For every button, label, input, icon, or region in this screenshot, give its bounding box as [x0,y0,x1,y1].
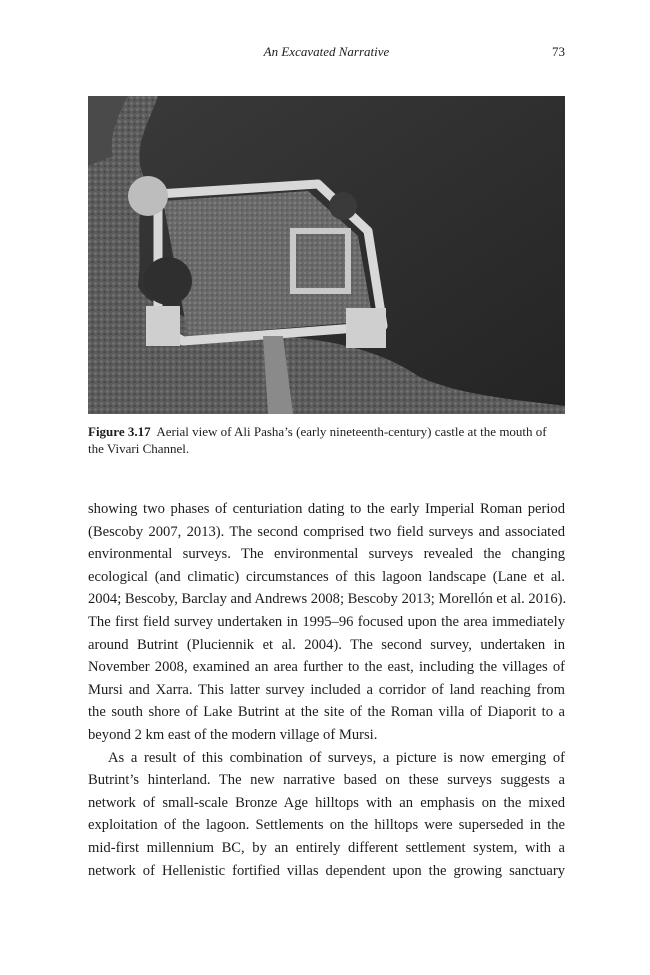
text-line: the south shore of Lake Butrint at the site of the Roman villa of Diaporit to a [88,704,565,721]
running-head [88,44,565,64]
text-line: 2004; Bescoby, Barclay and Andrews 2008; Bescoby 2013; Morellón et al. 2016). [88,591,567,608]
text-line: November 2008, examined an area further to the east, including the villages of [88,659,565,676]
figure-caption-text: Aerial view of Ali Pasha’s (early nineteenth-century) castle at the mouth of the Vivari Channel. [88,424,547,456]
paragraph-2 [88,747,565,883]
page-number: 73 [552,44,565,59]
text-line: showing two phases of centuriation dating to the early Imperial Roman period [88,501,565,517]
text-line: The first field survey undertaken in 1995–96 focused upon the area immediately [88,613,565,630]
aerial-castle-photo [88,96,565,414]
paragraph-1 [88,498,565,747]
text-line: exploitation of the lagoon. Settlements on the hilltops were superseded in the [88,817,565,834]
figure-caption [88,423,565,457]
text-line: network of Hellenistic fortified villas dependent upon the growing sanctuary [88,862,565,879]
text-line: ecological (and climatic) circumstances of this lagoon landscape (Lane et al. [88,568,565,585]
body-text [88,498,565,882]
text-line: Mursi and Xarra. This latter survey included a corridor of land reaching from [88,681,565,698]
running-title: An Excavated Narrative [263,44,390,59]
text-line: (Bescoby 2007, 2013). The second comprised two field surveys and associated [88,523,565,540]
text-line: environmental surveys. The environmental surveys revealed the changing [88,546,565,563]
figure-label: Figure 3.17 [88,424,151,439]
text-line: Butrint’s hinterland. The new narrative based on these surveys suggests a [88,772,565,789]
text-line: beyond 2 km east of the modern village of Mursi. [88,726,378,743]
text-line: As a result of this combination of surveys, a picture is now emerging of [108,749,565,766]
text-line: network of small-scale Bronze Age hilltops with an emphasis on the mixed [88,794,565,811]
text-line: mid-first millennium BC, by an entirely different settlement system, with a [88,839,565,856]
text-line: around Butrint (Pluciennik et al. 2004). The second survey, undertaken in [88,636,565,653]
